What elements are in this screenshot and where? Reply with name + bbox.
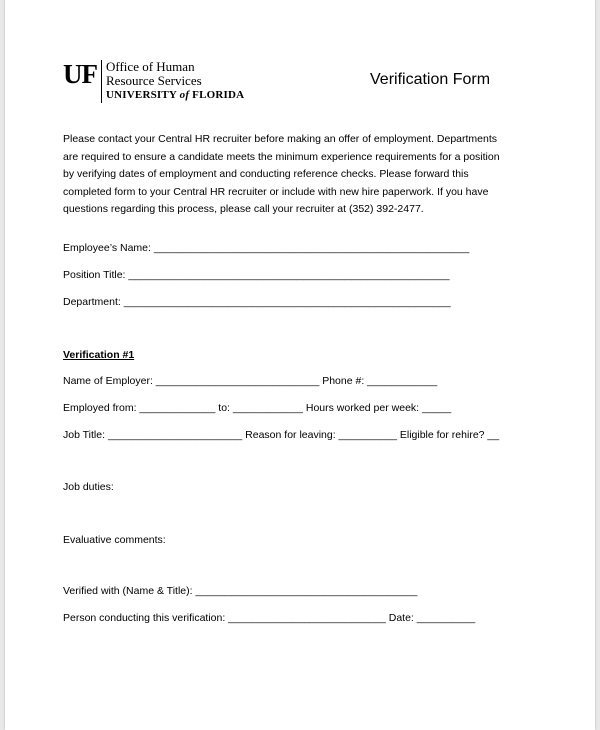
intro-paragraph xyxy=(63,131,543,219)
logo-of: of xyxy=(179,89,190,101)
intro-line: completed form to your Central HR recruiter or include with new hire paperwork. If you have xyxy=(63,185,489,198)
department-field: Department: ________________________________________________________ xyxy=(63,296,451,308)
verified-with-field: Verified with (Name & Title): ______________________________________ xyxy=(63,585,418,597)
logo-line-1: Office of Human xyxy=(106,59,195,74)
person-conducting-field: Person conducting this verification: ___________________________ Date: __________ xyxy=(63,612,476,624)
logo-text xyxy=(106,60,244,103)
evaluative-comments-label: Evaluative comments: xyxy=(63,534,166,546)
intro-line: are required to ensure a candidate meets the minimum experience requirements for a position xyxy=(63,150,500,163)
logo-line-3 xyxy=(106,88,244,103)
employed-dates-row: Employed from: _____________ to: ____________ Hours worked per week: _____ xyxy=(63,402,452,414)
logo-divider xyxy=(101,60,102,103)
form-title: Verification Form xyxy=(370,71,491,88)
intro-line: by verifying dates of employment and conducting reference checks. Please forward this xyxy=(63,168,469,180)
logo-mark: UF xyxy=(63,59,97,89)
job-duties-label: Job duties: xyxy=(63,481,114,493)
position-title-field: Position Title: _______________________________________________________ xyxy=(63,269,450,281)
document-page xyxy=(5,0,595,730)
job-title-row: Job Title: _______________________ Reason for leaving: __________ Eligible for rehire? __ xyxy=(63,429,500,441)
intro-line: Please contact your Central HR recruiter before making an offer of employment. Departments xyxy=(63,133,498,145)
intro-line: questions regarding this process, please call your recruiter at (352) 392-2477. xyxy=(63,203,424,215)
logo-university: UNIVERSITY xyxy=(106,89,180,101)
employee-name-field: Employee’s Name: ______________________________________________________ xyxy=(63,242,470,254)
logo-florida: FLORIDA xyxy=(189,89,245,101)
uf-hr-logo xyxy=(63,60,244,106)
logo-line-2: Resource Services xyxy=(106,73,202,88)
verification-heading: Verification #1 xyxy=(63,349,135,361)
employer-row: Name of Employer: ____________________________ Phone #: ____________ xyxy=(63,375,438,387)
